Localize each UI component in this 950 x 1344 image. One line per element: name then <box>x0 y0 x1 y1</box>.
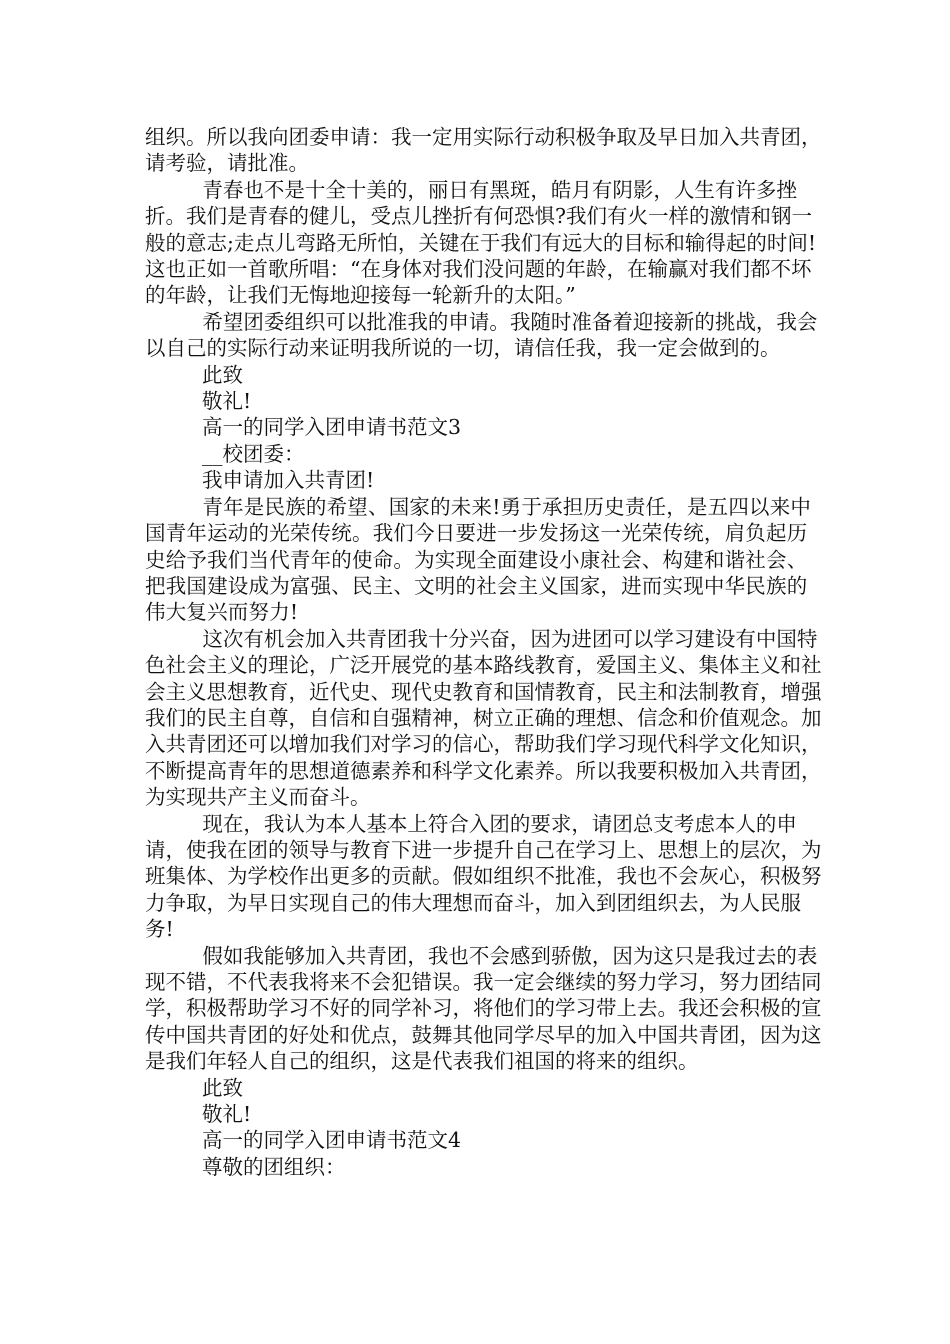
addressee-organization: 尊敬的团组织： <box>202 1154 346 1179</box>
paragraph-continuation: 组织。所以我向团委申请：我一定用实际行动积极争取及早日加入共青团，请考验，请批准。 <box>145 125 822 176</box>
paragraph-youth-hope: 青年是民族的希望、国家的未来!勇于承担历史责任，是五四以来中国青年运动的光荣传统。我们今日要进一步发扬这一光荣传统，肩负起历史给予我们当代青年的使命。为实现全面建设小康社会、构建和谐社会、把我国建设成为富强、民主、文明的社会主义国家，进而实现中华民族的伟大复兴而努力! <box>145 494 812 625</box>
paragraph-opportunity: 这次有机会加入共青团我十分兴奋，因为进团可以学习建设有中国特色社会主义的理论，广泛开展党的基本路线教育，爱国主义、集体主义和社会主义思想教育，近代史、现代史教育和国情教育，民主和法制教育，增强我们的民主自尊，自信和自强精神，树立正确的理想、信念和价值观念。加入共青团还可以增加我们对学习的信心，帮助我们学习现代科学文化知识，不断提高青年的思想道德素养和科学文化素养。所以我要积极加入共青团，为实现共产主义而奋斗。 <box>145 626 822 810</box>
closing-salutation-2: 此致 <box>202 1075 243 1100</box>
paragraph-present: 现在，我认为本人基本上符合入团的要求，请团总支考虑本人的申请，使我在团的领导与教育下进一步提升自己在学习上、思想上的层次，为班集体、为学校作出更多的贡献。假如组织不批准，我也不会灰心，积极努力争取，为早日实现自己的伟大理想而奋斗，加入到团组织去，为人民服务! <box>145 811 822 942</box>
section-title-4: 高一的同学入团申请书范文4 <box>202 1128 462 1153</box>
paragraph-youth: 青春也不是十全十美的，丽日有黑斑，皓月有阴影，人生有许多挫折。我们是青春的健儿，受点儿挫折有何恐惧?我们有火一样的激情和钢一般的意志;走点儿弯路无所怕，关键在于我们有远大的目标和输得起的时间!这也正如一首歌所唱：“在身体对我们没问题的年龄，在输赢对我们都不坏的年龄，让我们无悔地迎接每一轮新升的太阳。” <box>145 177 817 308</box>
closing-regards: 敬礼! <box>202 389 252 414</box>
application-statement: 我申请加入共青团! <box>202 468 375 493</box>
closing-regards-2: 敬礼! <box>202 1102 252 1127</box>
paragraph-commitment: 假如我能够加入共青团，我也不会感到骄傲，因为这只是我过去的表现不错，不代表我将来不会犯错误。我一定会继续的努力学习，努力团结同学，积极帮助学习不好的同学补习，将他们的学习带上去。我还会积极的宣传中国共青团的好处和优点，鼓舞其他同学尽早的加入中国共青团，因为这是我们年轻人自己的组织，这是代表我们祖国的将来的组织。 <box>145 943 822 1074</box>
section-title-3: 高一的同学入团申请书范文3 <box>202 415 462 440</box>
paragraph-hope: 希望团委组织可以批准我的申请。我随时准备着迎接新的挑战，我会以自己的实际行动来证明我所说的一切，请信任我，我一定会做到的。 <box>145 309 818 361</box>
document-body <box>145 124 823 1180</box>
closing-salutation: 此致 <box>202 362 243 387</box>
addressee-school-committee: __校团委： <box>202 441 305 466</box>
